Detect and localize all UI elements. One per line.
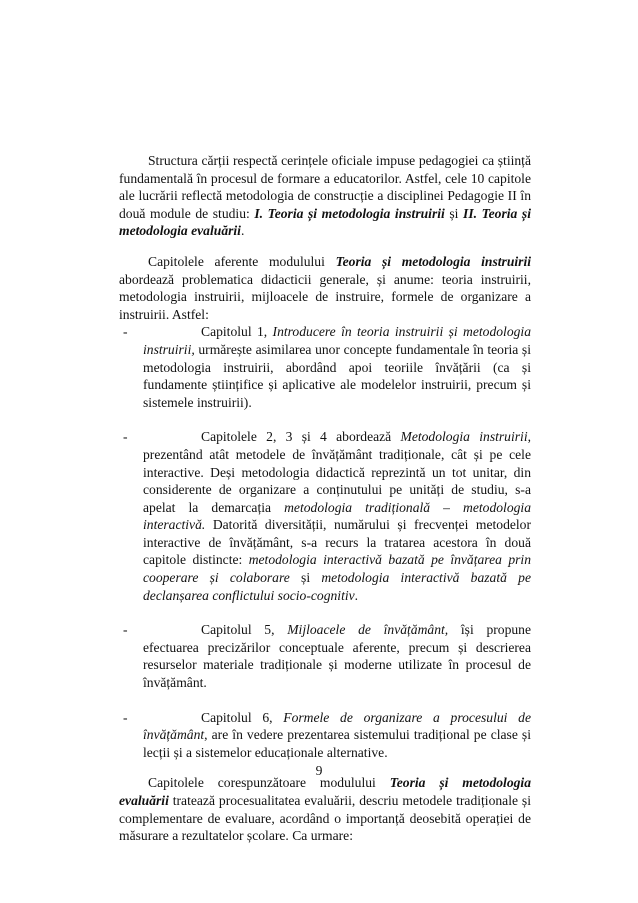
text-run: , prezentând atât metodele de învățământ tradiționale, cât și pe cele interactive. Deși metodologia didactică reprezintă un tot unitar, din considerente de organizare a conținutului pe unități de studiu, s-a apelat la demarcația: [143, 429, 532, 515]
module-2-title: II. Teoria și metodologia evaluării: [119, 205, 531, 239]
text-run: Capitolul 5,: [201, 622, 288, 638]
text-run: își propune efectuarea precizărilor conceptuale aferente, precum și descrierea resurselor materiale tradiționale și moderne utilizate în procesul de învățământ.: [143, 622, 532, 691]
module-2-paragraph: [119, 774, 531, 844]
text-run: , are în vedere prezentarea sistemului tradițional pe clase și lecții și a sistemelor educaționale alternative.: [143, 727, 531, 760]
module-1-title: I. Teoria și metodologia instruirii: [254, 205, 445, 221]
intro-paragraph: [119, 152, 531, 240]
module-1-name: Teoria și metodologia instruirii: [335, 253, 532, 269]
italic-term: metodologia interactivă bazată pe învățarea prin cooperare și colaborare: [143, 552, 531, 586]
text-run: Capitolul 6,: [201, 709, 284, 725]
module-1-paragraph: [119, 253, 531, 323]
text-run: Capitolele 2, 3 și 4 abordează: [201, 429, 401, 445]
chapter-title: Introducere în teoria instruirii și metodologia instruirii,: [143, 324, 532, 357]
page-number: 9: [315, 763, 323, 778]
list-dash: -: [123, 622, 128, 638]
chapter-title: Mijloacele de învățământ,: [287, 622, 449, 638]
chapter-list-item: [119, 709, 531, 762]
text-run: și: [289, 570, 322, 586]
list-dash: -: [123, 709, 128, 725]
text-run: Datorită diversității, numărului și frecvenței metodelor interactive de învățământ, s-a recurs la tratarea acestora în două capitole distincte:: [143, 517, 531, 568]
text-run: Capitolul 1,: [201, 324, 273, 340]
text-run: și: [444, 205, 464, 221]
italic-term: metodologia interactivă bazată pe declanșarea conflictului socio-cognitiv: [143, 570, 531, 603]
text-run: .: [354, 587, 359, 603]
text-run: urmărește asimilarea unor concepte fundamentale în teoria și metodologia instruirii, abordând apoi teoriile învățării (ca și fundamente științifice și aplicative ale modelelor instruirii, precum și sistemele instruirii).: [143, 341, 531, 410]
page-body: [119, 152, 531, 845]
chapter-list-item: [119, 621, 531, 691]
italic-term: metodologia tradițională – metodologia interactivă.: [143, 499, 532, 533]
chapter-title: Metodologia instruirii: [400, 429, 528, 445]
text-run: Structura cărții respectă cerințele oficiale impuse pedagogiei ca știință fundamentală în procesul de formare a educatorilor. Astfel, cele 10 capitole ale lucrării reflectă metodologia de construcție a disciplinei Pedagogie II în două module de studiu:: [119, 153, 531, 221]
text-run: Capitolele aferente modulului: [148, 253, 336, 269]
list-dash: -: [123, 324, 128, 340]
text-run: Capitolele corespunzătoare modulului: [148, 775, 390, 791]
chapter-list-item: [119, 428, 531, 604]
module-2-name: Teoria și metodologia evaluării: [119, 775, 531, 808]
chapter-list-item: [119, 323, 531, 411]
chapter-title: Formele de organizare a procesului de învățământ: [143, 709, 531, 743]
text-run: tratează procesualitatea evaluării, descriu metodele tradiționale și complementare de evaluare, acordând o importanță deosebită operației de măsurare a rezultatelor școlare. Ca urmare:: [119, 793, 531, 844]
list-dash: -: [123, 429, 128, 445]
text-run: .: [240, 223, 245, 239]
text-run: abordează problematica didacticii generale, și anume: teoria instruirii, metodologia instruirii, mijloacele de instruire, formele de organizare a instruirii. Astfel:: [119, 271, 531, 322]
